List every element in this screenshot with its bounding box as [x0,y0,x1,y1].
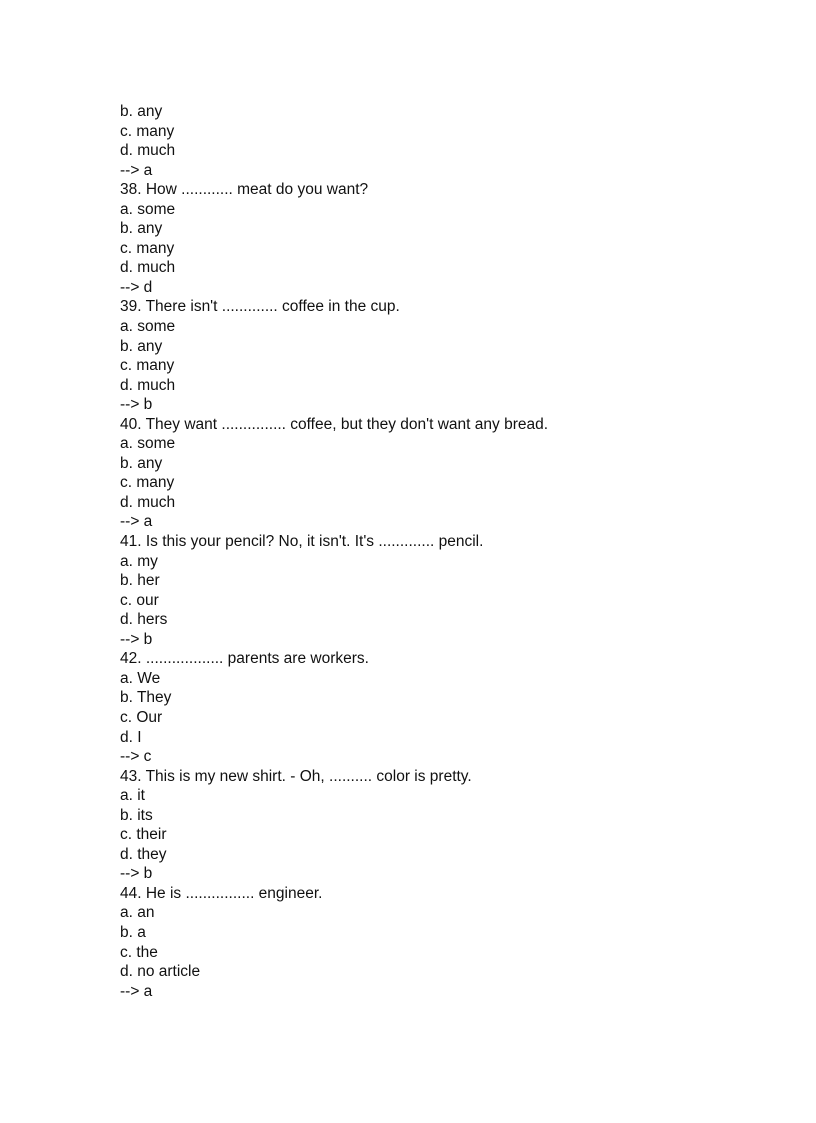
answer-line: --> a [120,982,153,1000]
option-line: c. many [120,239,175,257]
option-line: c. many [120,122,175,140]
question-39: 39. There isn't ............. coffee in the cup. [120,298,400,316]
option-line: b. any [120,103,163,120]
option-line: d. they [120,845,167,863]
answer-line: --> c [120,748,152,766]
option-line: a. We [120,669,161,687]
option-line: b. They [120,689,172,707]
question-44: 44. He is ................ engineer. [120,884,323,902]
answer-line: --> a [120,513,153,531]
question-42: 42. .................. parents are workers. [120,650,369,668]
option-line: d. much [120,259,176,277]
option-line: b. her [120,572,160,590]
quiz-text-block [120,102,740,1001]
question-40: 40. They want ............... coffee, but they don't want any bread. [120,415,549,433]
option-line: a. it [120,787,145,805]
option-line: a. some [120,318,176,336]
option-line: c. Our [120,708,163,726]
option-line: d. I [120,728,142,746]
option-line: b. any [120,337,163,355]
option-line: b. a [120,923,146,941]
option-line: a. an [120,904,155,922]
answer-line: --> b [120,865,153,883]
option-line: b. any [120,454,163,472]
answer-line: --> b [120,396,153,414]
option-line: c. the [120,943,158,961]
question-38: 38. How ............ meat do you want? [120,181,369,199]
option-line: d. much [120,142,176,160]
option-line: c. many [120,474,175,492]
answer-line: --> b [120,630,153,648]
option-line: a. some [120,435,176,453]
answer-line: --> a [120,161,153,179]
option-line: b. its [120,806,153,824]
option-line: d. no article [120,963,201,981]
answer-line: --> d [120,278,153,296]
option-line: d. hers [120,611,168,629]
option-line: b. any [120,220,163,238]
question-43: 43. This is my new shirt. - Oh, .......... color is pretty. [120,767,472,785]
option-line: d. much [120,493,176,511]
option-line: c. our [120,591,159,609]
option-line: c. many [120,357,175,375]
option-line: a. some [120,200,176,218]
option-line: d. much [120,376,176,394]
option-line: a. my [120,552,158,570]
option-line: c. their [120,826,167,844]
question-41: 41. Is this your pencil? No, it isn't. It's ............. pencil. [120,533,484,551]
